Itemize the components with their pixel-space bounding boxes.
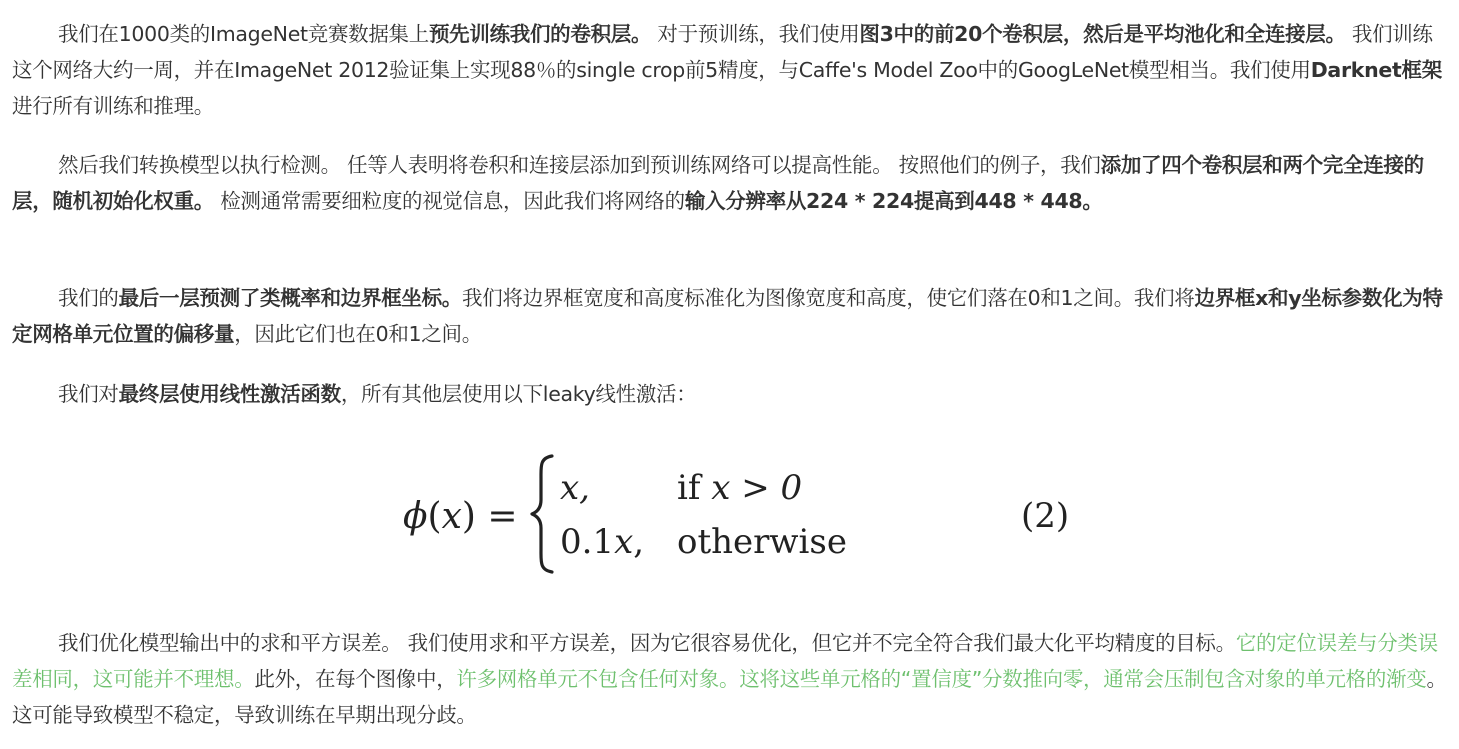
bold-run: 最后一层预测了类概率和边界框坐标。 — [118, 286, 463, 310]
leaky-relu-formula — [403, 452, 1103, 582]
text-run: ，所有其他层使用以下leaky线性激活： — [340, 382, 697, 406]
bold-run: 输入分辨率从224 * 224提高到448 * 448。 — [684, 189, 1103, 213]
text-run: 进行所有训练和推理。 — [12, 94, 214, 118]
bold-run: Darknet框架 — [1310, 58, 1442, 82]
bold-run: 图3中的前20个卷积层，然后是平均池化和全连接层。 — [859, 22, 1346, 46]
paragraph-loss — [12, 625, 1452, 733]
text-run: ，因此它们也在0和1之间。 — [234, 322, 482, 346]
text-run: 检测通常需要细粒度的视觉信息，因此我们将网络的 — [214, 189, 685, 213]
text-run: 然后我们转换模型以执行检测。 任等人表明将卷积和连接层添加到预训练网络可以提高性能。 按照他们的例子，我们 — [58, 153, 1101, 177]
left-brace-icon — [528, 452, 558, 576]
case1-expr: x > 0 — [711, 468, 803, 508]
paragraph-activation — [12, 376, 1452, 412]
case2-comma: , — [633, 522, 645, 562]
equation-number: (2) — [1021, 496, 1070, 536]
bold-run: 边界框x和y坐标参数化为特定网格单元位置的偏移量 — [12, 286, 1443, 346]
case1-if: if — [677, 468, 712, 508]
text-run: 我们在1000类的ImageNet竞赛数据集上 — [58, 22, 429, 46]
text-run: 我们训练这个网络大约一周，并在ImageNet 2012验证集上实现88％的single crop前5精度，与Caffe's Model Zoo中的GoogLeNet模型相当。我们使用 — [12, 22, 1433, 82]
formula-open-paren: ( — [427, 496, 442, 537]
text-run: 我们的 — [58, 286, 119, 310]
text-run: 对于预训练，我们使用 — [651, 22, 860, 46]
paragraph-final-layer — [12, 280, 1452, 352]
case1-value: x, — [560, 468, 590, 508]
paragraph-pretraining — [12, 16, 1452, 124]
text-run: 。这可能导致模型不稳定，导致训练在早期出现分歧。 — [12, 667, 1447, 727]
formula-lhs — [403, 496, 518, 537]
case2-value — [560, 522, 644, 562]
highlight-run: 许多网格单元不包含任何对象。这将这些单元格的“置信度”分数推向零，通常会压制包含对象的单元格的渐变 — [456, 667, 1427, 691]
case2-var: x — [614, 522, 634, 562]
bold-run: 添加了四个卷积层和两个完全连接的层，随机初始化权重。 — [12, 153, 1424, 213]
formula-close-equals: ) = — [461, 496, 518, 537]
formula-variable: x — [441, 496, 462, 537]
text-run: 我们优化模型输出中的求和平方误差。 我们使用求和平方误差，因为它很容易优化，但它并不完全符合我们最大化平均精度的目标。 — [58, 631, 1236, 655]
bold-run: 最终层使用线性激活函数 — [118, 382, 341, 406]
text-run: 我们将边界框宽度和高度标准化为图像宽度和高度，使它们落在0和1之间。我们将 — [462, 286, 1195, 310]
bold-run: 预先训练我们的卷积层。 — [428, 22, 652, 46]
highlight-run: 它的定位误差与分类误差相同，这可能并不理想。 — [12, 631, 1438, 691]
text-run: 我们对 — [58, 382, 119, 406]
phi-symbol: ϕ — [403, 496, 428, 537]
text-run: 此外，在每个图像中， — [254, 667, 457, 691]
case2-coef: 0.1 — [560, 522, 615, 562]
paragraph-detection-conversion — [12, 147, 1452, 219]
case1-condition — [677, 468, 802, 508]
case2-condition: otherwise — [677, 522, 847, 562]
